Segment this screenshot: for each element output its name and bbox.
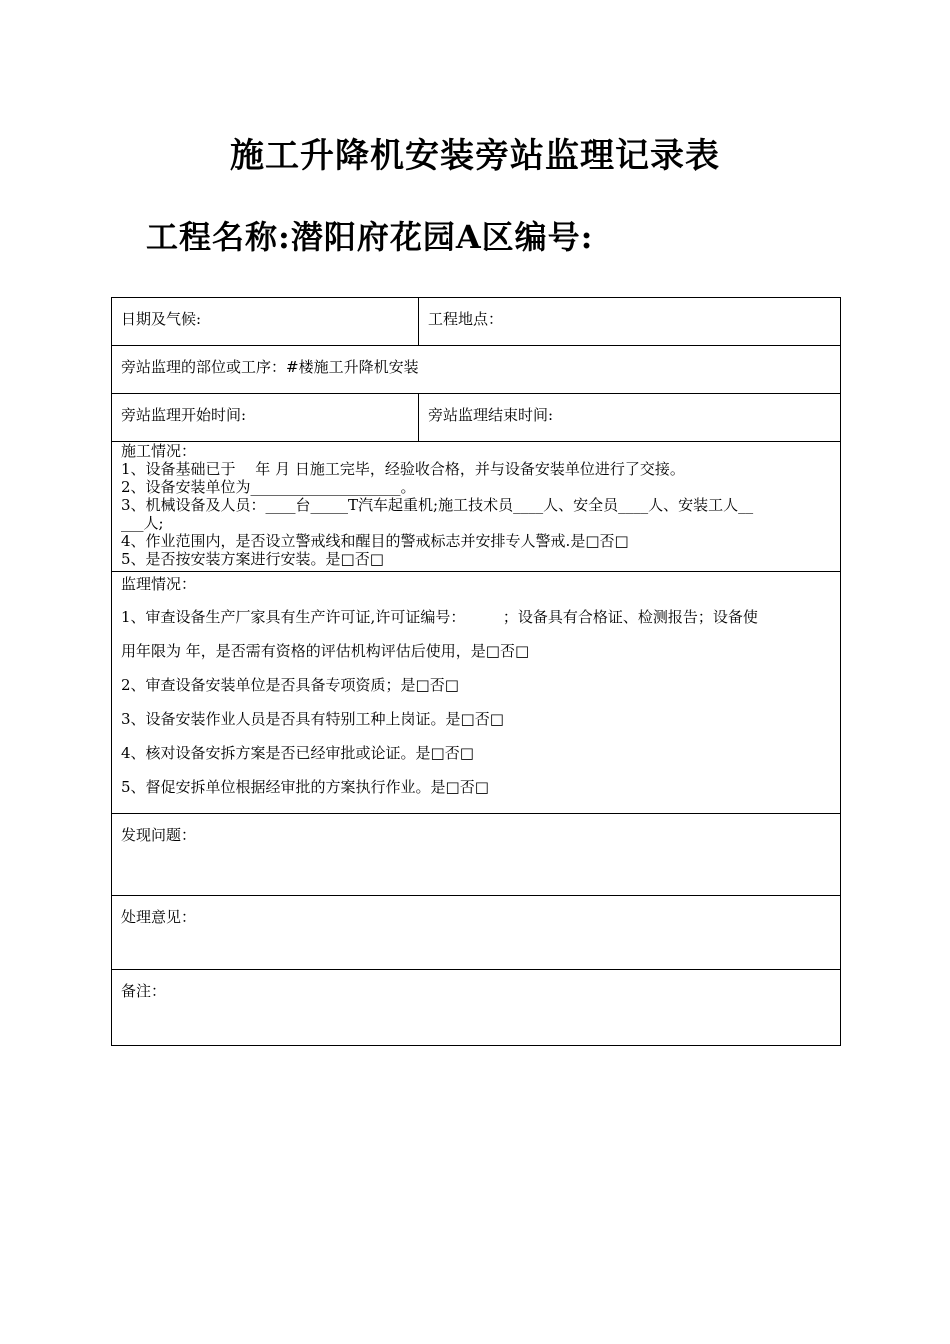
row-part-process	[112, 346, 841, 394]
remarks-field[interactable]: 备注：	[112, 970, 841, 1046]
supervision-line-1: 1、审查设备生产厂家具有生产许可证,许可证编号： ；设备具有合格证、检测报告；设备使	[121, 608, 758, 626]
supervision-section[interactable]	[112, 572, 841, 814]
supervision-line-3: 3、设备安装作业人员是否具有特别工种上岗证。是□否□	[121, 710, 504, 728]
part-process-field[interactable]: 旁站监理的部位或工序：#楼施工升降机安装	[112, 346, 841, 394]
construction-line-5: 5、是否按安装方案进行安装。是□否□	[121, 550, 384, 568]
construction-line-4: 4、作业范围内，是否设立警戒线和醒目的警戒标志并安排专人警戒.是□否□	[121, 532, 629, 550]
supervision-line-2: 2、审查设备安装单位是否具备专项资质；是□否□	[121, 676, 459, 694]
construction-line-1: 1、设备基础已于 年 月 日施工完毕，经验收合格，并与设备安装单位进行了交接。	[121, 460, 685, 478]
supervision-heading: 监理情况：	[121, 575, 197, 593]
construction-section[interactable]	[112, 442, 841, 572]
row-construction	[112, 442, 841, 572]
construction-heading: 施工情况：	[121, 442, 197, 460]
supervision-line-1-cont: 用年限为 年，是否需有资格的评估机构评估后使用，是□否□	[121, 642, 530, 660]
row-opinion	[112, 896, 841, 970]
opinion-field[interactable]: 处理意见：	[112, 896, 841, 970]
construction-line-2: 2、设备安装单位为____________________。	[121, 478, 416, 496]
row-problems	[112, 814, 841, 896]
project-name-heading: 工程名称:潜阳府花园A区编号:	[146, 218, 594, 256]
problems-field[interactable]: 发现问题：	[112, 814, 841, 896]
row-date-location	[112, 298, 841, 346]
supervision-record-table	[111, 297, 841, 1046]
start-time-field[interactable]: 旁站监理开始时间:	[112, 394, 419, 442]
construction-line-3-cont: ___人;	[121, 514, 164, 532]
row-times	[112, 394, 841, 442]
end-time-field[interactable]: 旁站监理结束时间:	[419, 394, 841, 442]
date-weather-field[interactable]: 日期及气候:	[112, 298, 419, 346]
page-title: 施工升降机安装旁站监理记录表	[230, 136, 720, 176]
row-remarks	[112, 970, 841, 1046]
location-field[interactable]: 工程地点：	[419, 298, 841, 346]
row-supervision	[112, 572, 841, 814]
supervision-line-4: 4、核对设备安拆方案是否已经审批或论证。是□否□	[121, 744, 474, 762]
construction-line-3: 3、机械设备及人员：____台_____T汽车起重机;施工技术员____人、安全员____人、安装工人__	[121, 496, 754, 514]
supervision-line-5: 5、督促安拆单位根据经审批的方案执行作业。是□否□	[121, 778, 489, 796]
